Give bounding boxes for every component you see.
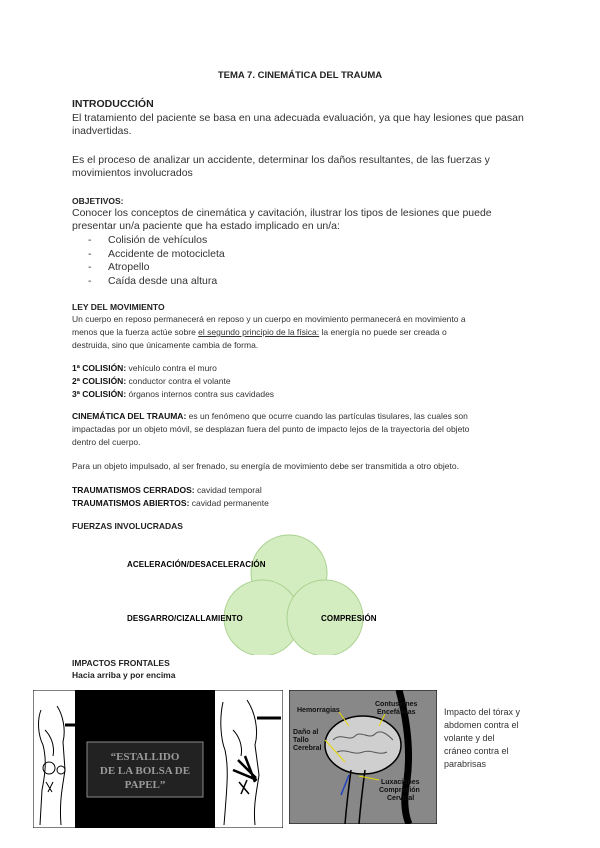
label-dano: Daño al (293, 729, 319, 736)
list-item: TRAUMATISMOS ABIERTOS: cavidad permanente (72, 498, 269, 508)
cinematica-paragraph: CINEMÁTICA DEL TRAUMA: es un fenómeno que ocurre cuando las partículas tisulares, las cuales son impactadas por un objeto móvil, se desplazan fuera del punto de impacto lejos de la trayectoria del objeto dentro del cuerpo. (72, 411, 470, 447)
list-item: - Caída desde una altura (72, 275, 225, 289)
label-cerebral: Cerebral (293, 745, 322, 752)
brain-injury-illustration (289, 690, 437, 824)
list-item: 3ª COLISIÓN: órganos internos contra sus cavidades (72, 389, 275, 399)
objetivos-list (72, 234, 225, 288)
poster-line-2: DE LA BOLSA DE (99, 765, 191, 777)
poster-line-3: PAPEL” (124, 779, 166, 791)
label-hemorragias: Hemorragias (297, 707, 340, 714)
paper-bag-illustration (33, 690, 283, 828)
venn-label-left: DESGARRO/CIZALLAMIENTO (127, 614, 243, 623)
list-item: - Colisión de vehículos (72, 234, 225, 248)
impactos-heading: IMPACTOS FRONTALES (72, 658, 170, 668)
venn-label-right: COMPRESIÓN (321, 614, 377, 623)
impactos-subheading: Hacia arriba y por encima (72, 670, 176, 680)
objetivos-text: Conocer los conceptos de cinemática y cavitación, ilustrar los tipos de lesiones que puede presentar un/a paciente que ha estado implicado en un/a: (72, 207, 492, 232)
colisiones-list (72, 362, 274, 401)
list-item: 1ª COLISIÓN: vehículo contra el muro (72, 363, 217, 373)
ley-underlined-text: el segundo principio de la física: (198, 327, 320, 337)
label-cervical: Cervical (387, 795, 415, 802)
list-item: - Atropello (72, 261, 225, 275)
intro-paragraph-1: El tratamiento del paciente se basa en una adecuada evaluación, ya que hay lesiones que pasan inadvertidas. (72, 112, 524, 137)
fuerzas-venn-diagram (0, 530, 600, 655)
intro-paragraph-2: Es el proceso de analizar un accidente, determinar los daños resultantes, de las fuerzas y movimientos involucrados (72, 154, 490, 179)
poster-line-1: “ESTALLIDO (110, 751, 180, 763)
list-item: 2ª COLISIÓN: conductor contra el volante (72, 376, 231, 386)
venn-label-top: ACELERACIÓN/DESACELERACIÓN (127, 560, 266, 569)
ley-heading: LEY DEL MOVIMIENTO (72, 302, 165, 312)
page-title: TEMA 7. CINEMÁTICA DEL TRAUMA (217, 70, 383, 81)
label-tallo: Tallo (293, 737, 309, 744)
intro-heading: INTRODUCCIÓN (72, 98, 154, 110)
impact-side-note: Impacto del tórax y abdomen contra el volante y del cráneo contra el parabrisas (444, 707, 521, 769)
label-luxaciones: Luxaciones (381, 779, 420, 786)
list-item: - Accidente de motocicleta (72, 248, 225, 262)
list-item: TRAUMATISMOS CERRADOS: cavidad temporal (72, 485, 262, 495)
impulsado-paragraph: Para un objeto impulsado, al ser frenado, su energía de movimiento debe ser transmitida a otro objeto. (72, 461, 459, 471)
label-encefalicas: Encefálicas (377, 709, 416, 716)
traumatismos-list (72, 484, 269, 510)
fuerzas-heading: FUERZAS INVOLUCRADAS (72, 521, 183, 531)
objetivos-heading: OBJETIVOS: (72, 196, 124, 206)
label-contusiones: Contusiones (375, 701, 418, 708)
label-compresion: Compresión (379, 787, 420, 794)
ley-text: Un cuerpo en reposo permanecerá en reposo y un cuerpo en movimiento permanecerá en movimiento a menos que la fuerza actúe sobre el segundo principio de la física: la energía no puede ser creada o destruida, sino que únicamente cambia de forma. (72, 314, 466, 350)
